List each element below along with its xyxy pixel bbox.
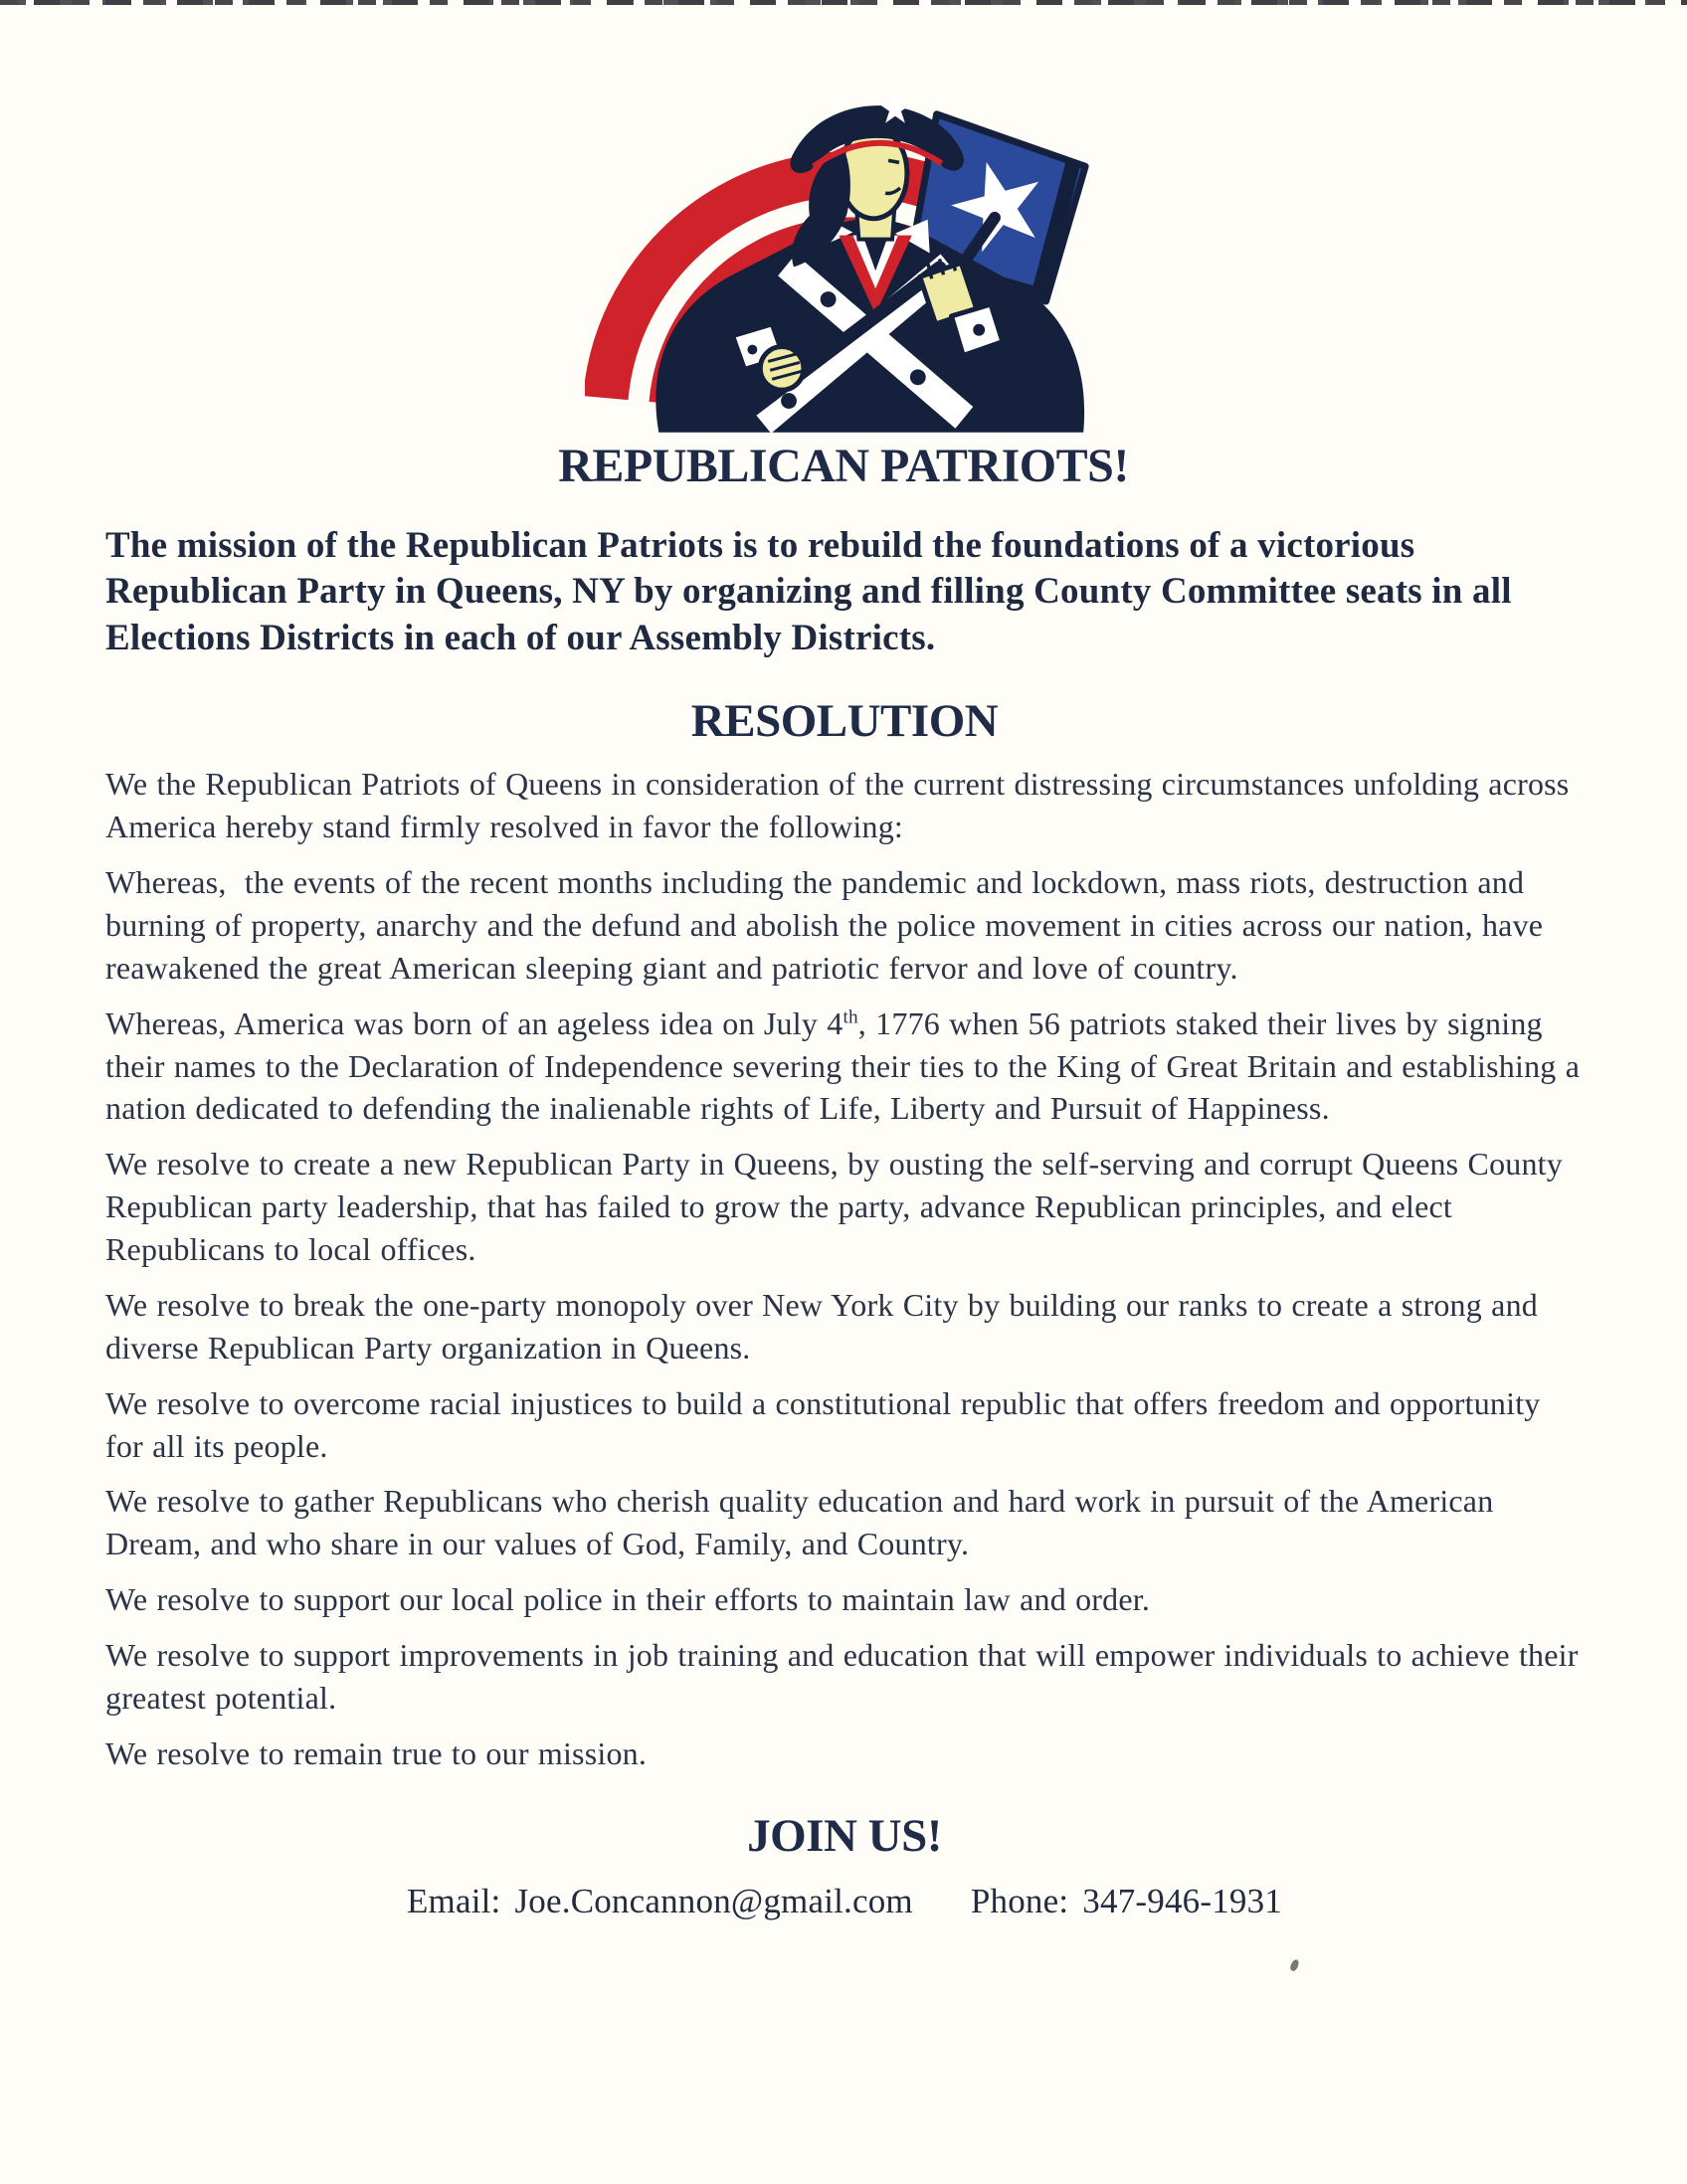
whereas-paragraph-1: Whereas, the events of the recent months including the pandemic and lockdown, mass riots, destruction and burning of property, anarchy and the defund and abolish the police movement in cities across our nation, have reawakened the great American sleeping giant and patriotic fervor and love of country. <box>105 864 1553 986</box>
document-body <box>0 523 1687 1922</box>
scan-edge-artifact <box>0 0 1687 5</box>
whereas-paragraph-2 <box>105 1002 1590 1131</box>
scan-speck-artifact <box>1289 1958 1300 1972</box>
resolve-paragraph-1: We resolve to create a new Republican Party in Queens, by ousting the self-serving and corrupt Queens County Republican party leadership, that has failed to grow the party, advance Republican principles, and elect Republicans to local offices. <box>105 1146 1573 1268</box>
resolve-paragraph-6: We resolve to support improvements in job training and education that will empower individuals to achieve their greatest potential. <box>105 1637 1588 1716</box>
resolution-heading: RESOLUTION <box>690 694 999 747</box>
logo-container <box>0 0 1687 433</box>
ordinal-superscript: th <box>843 1006 858 1028</box>
patriot-minuteman-flag-logo <box>585 70 1102 433</box>
mission-statement: The mission of the Republican Patriots is to rebuild the foundations of a victorious Republican Party in Queens, NY by organizing and filling County Committee seats in all Elections Districts in each of our Assembly Districts. <box>105 524 1522 659</box>
whereas-2-pre: Whereas, America was born of an ageless idea on July 4 <box>105 1004 844 1041</box>
phone-number: 347-946-1931 <box>1082 1882 1283 1921</box>
resolve-paragraph-7: We resolve to remain true to our mission. <box>105 1734 648 1771</box>
resolve-paragraph-5: We resolve to support our local police in their efforts to maintain law and order. <box>105 1581 1151 1618</box>
resolution-preamble: We the Republican Patriots of Queens in consideration of the current distressing circumstances unfolding across America hereby stand firmly resolved in favor the following: <box>105 766 1577 845</box>
email-address: Joe.Concannon@gmail.com <box>514 1882 913 1921</box>
resolve-paragraph-4: We resolve to gather Republicans who cherish quality education and hard work in pursuit of the American Dream, and who share in our values of God, Family, and Country. <box>105 1483 1503 1562</box>
email-label: Email: <box>406 1882 501 1921</box>
phone-label: Phone: <box>970 1882 1069 1921</box>
resolve-paragraph-2: We resolve to break the one-party monopoly over New York City by building our ranks to create a strong and diverse Republican Party organization in Queens. <box>105 1286 1548 1365</box>
whereas-2-post: , 1776 when 56 patriots staked their lives by signing their names to the Declaration of Independence severing their ties to the King of Great Britain and establishing a nation dedicated to defending the inalienable rights of Life, Liberty and Pursuit of Happiness. <box>105 1004 1590 1127</box>
contact-line <box>105 1882 1584 1921</box>
page-title: REPUBLICAN PATRIOTS! <box>558 440 1129 492</box>
join-us-heading: JOIN US! <box>747 1809 942 1862</box>
resolve-paragraph-3: We resolve to overcome racial injustices to build a constitutional republic that offers freedom and opportunity for all its people. <box>105 1384 1550 1464</box>
